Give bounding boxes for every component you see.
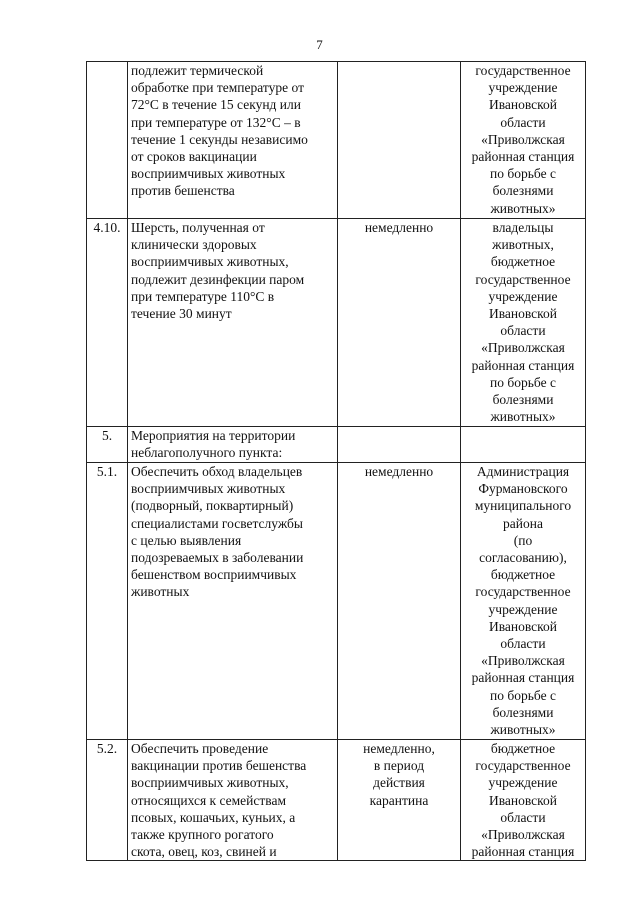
cell-line: области bbox=[500, 114, 546, 130]
cell-line: «Приволжская bbox=[481, 340, 565, 356]
cell-line: псовых, кошачьих, куньих, а bbox=[131, 809, 296, 825]
cell-line: «Приволжская bbox=[481, 653, 565, 669]
cell-line: немедленно, bbox=[363, 741, 435, 756]
cell-line: учреждение bbox=[488, 775, 558, 791]
cell-line: также крупного рогатого bbox=[131, 827, 274, 843]
action-cell bbox=[128, 740, 338, 861]
cell-line: государственное bbox=[475, 584, 571, 600]
cell-line: немедленно bbox=[364, 464, 434, 479]
cell-line: по борьбе с bbox=[490, 687, 556, 703]
term-cell bbox=[338, 219, 461, 427]
cell-line: болезнями bbox=[492, 392, 554, 408]
cell-line: бешенством восприимчивых bbox=[131, 567, 297, 583]
responsible-cell bbox=[461, 219, 586, 427]
cell-line: восприимчивых животных bbox=[131, 166, 286, 182]
cell-line: области bbox=[500, 636, 546, 652]
cell-line: районная станция bbox=[471, 357, 575, 373]
responsible-cell bbox=[461, 740, 586, 861]
cell-line: Обеспечить проведение bbox=[131, 741, 269, 756]
cell-line: государственное bbox=[475, 271, 571, 287]
cell-line: при температуре от 132°С – в bbox=[131, 114, 301, 130]
cell-line: животных» bbox=[490, 722, 556, 738]
cell-line: районная станция bbox=[471, 844, 575, 860]
cell-line: при температуре 110°С в bbox=[131, 288, 275, 304]
cell-line: восприимчивых животных, bbox=[131, 254, 289, 270]
cell-line: животных bbox=[131, 584, 190, 600]
cell-line: восприимчивых животных, bbox=[131, 775, 289, 791]
cell-line: болезнями bbox=[492, 704, 554, 720]
item-number-cell: 5. bbox=[87, 427, 128, 463]
cell-line: скота, овец, коз, свиней и bbox=[131, 844, 277, 860]
cell-line: бюджетное bbox=[490, 254, 556, 270]
item-number-cell: 5.1. bbox=[87, 463, 128, 740]
cell-line: Ивановской bbox=[488, 792, 558, 808]
cell-line: подлежит термической bbox=[131, 63, 264, 78]
cell-line: карантина bbox=[369, 792, 429, 808]
cell-line: животных» bbox=[490, 200, 556, 216]
cell-line: районная станция bbox=[471, 149, 575, 165]
cell-line: животных, bbox=[492, 237, 554, 253]
term-cell bbox=[338, 740, 461, 861]
cell-line: Фурмановского bbox=[478, 481, 568, 497]
responsible-cell bbox=[461, 463, 586, 740]
cell-line: Ивановской bbox=[488, 97, 558, 113]
cell-line: болезнями bbox=[492, 183, 554, 199]
item-number-cell bbox=[87, 62, 128, 219]
cell-line: против бешенства bbox=[131, 183, 235, 199]
item-number-cell: 4.10. bbox=[87, 219, 128, 427]
term-cell bbox=[338, 427, 461, 463]
cell-line: обработке при температуре от bbox=[131, 80, 304, 96]
table-row bbox=[87, 219, 586, 427]
cell-line: подозреваемых в заболевании bbox=[131, 550, 304, 566]
cell-line: владельцы bbox=[492, 220, 554, 235]
cell-line: с целью выявления bbox=[131, 532, 242, 548]
cell-line: области bbox=[500, 809, 546, 825]
cell-line: согласованию), bbox=[479, 550, 567, 566]
action-cell bbox=[128, 463, 338, 740]
cell-line: в период bbox=[373, 758, 425, 774]
action-cell bbox=[128, 62, 338, 219]
cell-line: учреждение bbox=[488, 80, 558, 96]
cell-line: бюджетное bbox=[490, 741, 556, 756]
action-cell bbox=[128, 427, 338, 463]
cell-line: Ивановской bbox=[488, 618, 558, 634]
cell-line: по борьбе с bbox=[490, 166, 556, 182]
cell-line: 72°С в течение 15 секунд или bbox=[131, 97, 301, 113]
cell-line: от сроков вакцинации bbox=[131, 149, 257, 165]
cell-line: неблагополучного пункта: bbox=[131, 445, 283, 461]
cell-line: действия bbox=[373, 775, 425, 791]
term-cell bbox=[338, 463, 461, 740]
cell-line: государственное bbox=[475, 63, 571, 78]
term-cell bbox=[338, 62, 461, 219]
cell-line: Обеспечить обход владельцев bbox=[131, 464, 303, 479]
cell-line: «Приволжская bbox=[481, 827, 565, 843]
cell-line: районная станция bbox=[471, 670, 575, 686]
cell-line: течение 30 минут bbox=[131, 306, 232, 322]
cell-line: муниципального bbox=[474, 498, 572, 514]
cell-line: специалистами госветслужбы bbox=[131, 515, 303, 531]
cell-line: (по bbox=[513, 532, 533, 548]
table-row bbox=[87, 740, 586, 861]
cell-line: восприимчивых животных bbox=[131, 481, 286, 497]
measures-table bbox=[86, 61, 586, 861]
action-cell bbox=[128, 219, 338, 427]
cell-line: клинически здоровых bbox=[131, 237, 257, 253]
table-row bbox=[87, 62, 586, 219]
cell-line: животных» bbox=[490, 409, 556, 425]
page-number: 7 bbox=[316, 37, 323, 52]
cell-line: учреждение bbox=[488, 601, 558, 617]
item-number-cell: 5.2. bbox=[87, 740, 128, 861]
cell-line: Шерсть, полученная от bbox=[131, 220, 265, 235]
cell-line: бюджетное bbox=[490, 567, 556, 583]
cell-line: вакцинации против бешенства bbox=[131, 758, 307, 774]
cell-line: подлежит дезинфекции паром bbox=[131, 271, 305, 287]
cell-line: Мероприятия на территории bbox=[131, 428, 296, 443]
cell-line: относящихся к семействам bbox=[131, 792, 287, 808]
cell-line: учреждение bbox=[488, 288, 558, 304]
cell-line: Администрация bbox=[476, 464, 570, 479]
cell-line: (подворный, поквартирный) bbox=[131, 498, 294, 514]
table-row bbox=[87, 427, 586, 463]
cell-line: государственное bbox=[475, 758, 571, 774]
cell-line: немедленно bbox=[364, 220, 434, 235]
table-row bbox=[87, 463, 586, 740]
cell-line: района bbox=[503, 515, 543, 531]
responsible-cell bbox=[461, 427, 586, 463]
cell-line: течение 1 секунды независимо bbox=[131, 131, 308, 147]
cell-line: «Приволжская bbox=[481, 131, 565, 147]
cell-line: Ивановской bbox=[488, 306, 558, 322]
cell-line: области bbox=[500, 323, 546, 339]
cell-line: по борьбе с bbox=[490, 374, 556, 390]
responsible-cell bbox=[461, 62, 586, 219]
